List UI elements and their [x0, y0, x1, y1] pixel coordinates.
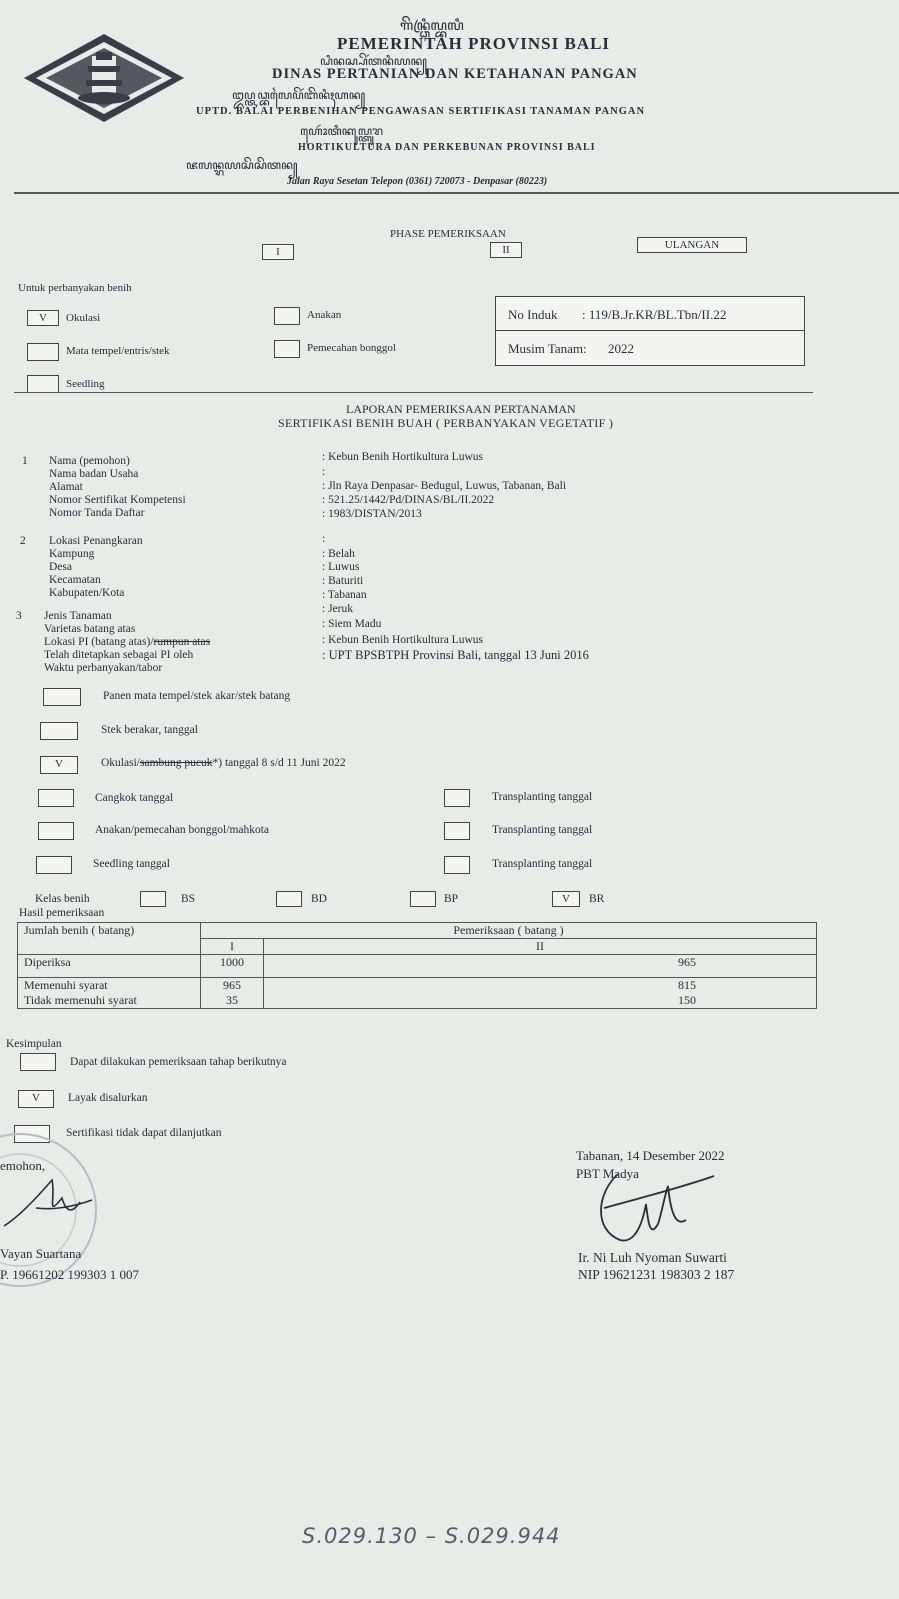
seedling-label: Seedling	[66, 378, 105, 390]
panen-label: Panen mata tempel/stek akar/stek batang	[103, 690, 291, 702]
sertifikat-label: Nomor Sertifikat Kompetensi	[49, 494, 186, 506]
col-phase-1: I	[201, 939, 264, 955]
hasil-table	[17, 922, 817, 1009]
section-3-number: 3	[16, 610, 22, 622]
left-sign-title: emohon,	[0, 1158, 46, 1173]
section-divider	[14, 392, 813, 393]
badan-usaha-value: :	[322, 466, 326, 478]
transplanting-3-label: Transplanting tanggal	[492, 858, 593, 870]
right-place-date: Tabanan, 14 Desember 2022	[576, 1148, 725, 1163]
br-label: BR	[589, 893, 605, 905]
nama-pemohon-label: Nama (pemohon)	[49, 455, 130, 467]
anakan-label: Anakan	[307, 309, 342, 321]
col-pemeriksaan: Pemeriksaan ( batang )	[201, 923, 817, 939]
waktu-perbanyakan-label: Waktu perbanyakan/tabor	[44, 662, 163, 674]
ditetapkan-label: Telah ditetapkan sebagai PI oleh	[44, 649, 194, 661]
okulasi-waktu-date: *) tanggal 8 s/d 11 Juni 2022	[212, 757, 346, 769]
left-signature	[0, 1168, 110, 1238]
header-script-line-4: ꦲꦺꦴꦂꦠꦶꦏꦸꦭ꧀ꦠꦸꦫ	[300, 124, 384, 138]
alamat-label: Alamat	[49, 481, 83, 493]
transplanting-1-label: Transplanting tanggal	[492, 791, 593, 803]
varietas-value: : Siem Madu	[322, 618, 382, 630]
ulangan-box: ULANGAN	[637, 237, 747, 253]
row-value-1: 1000	[201, 955, 264, 978]
table-row	[18, 978, 817, 994]
transplanting-3-checkbox	[444, 856, 470, 874]
okulasi-waktu-checkbox: V	[40, 756, 78, 774]
header-address: Jalan Raya Sesetan Telepon (0361) 720073 - Denpasar (80223)	[287, 176, 548, 187]
left-sign-name: Vayan Suartana	[0, 1246, 82, 1261]
seedling-waktu-checkbox	[36, 856, 72, 874]
right-sign-title: PBT Madya	[576, 1166, 639, 1181]
bd-checkbox	[276, 891, 302, 907]
varietas-label: Varietas batang atas	[44, 623, 136, 635]
kelas-benih-label: Kelas benih	[35, 893, 90, 905]
perbanyakan-label: Untuk perbanyakan benih	[18, 282, 132, 294]
seedling-checkbox	[27, 375, 59, 393]
stek-label: Stek berakar, tanggal	[101, 724, 198, 736]
okulasi-waktu-label	[101, 757, 346, 769]
report-title-2: SERTIFIKASI BENIH BUAH ( PERBANYAKAN VEGETATIF )	[278, 416, 614, 430]
kecamatan-label: Kecamatan	[49, 574, 101, 586]
kabupaten-label: Kabupaten/Kota	[49, 587, 125, 599]
badan-usaha-label: Nama badan Usaha	[49, 468, 139, 480]
kesimpulan-opt3-label: Sertifikasi tidak dapat dilanjutkan	[66, 1127, 222, 1139]
kecamatan-value: : Baturiti	[322, 575, 364, 587]
musim-label: Musim Tanam:	[508, 341, 587, 356]
alamat-value: : Jln Raya Denpasar- Bedugul, Luwus, Tabanan, Bali	[322, 480, 567, 492]
anakan-waktu-label: Anakan/pemecahan bonggol/mahkota	[95, 824, 270, 836]
okulasi-waktu-strike: sambung pucuk	[139, 757, 213, 769]
bs-label: BS	[181, 893, 196, 905]
header-script-line-1: ꦒꦼꦤ꧀ꦣꦿꦶꦭ꧀ꦧꦭꦶ	[400, 18, 464, 34]
hasil-label: Hasil pemeriksaan	[19, 907, 105, 919]
no-induk-label: No Induk	[508, 307, 558, 322]
lokasi-pi-value: : Kebun Benih Hortikultura Luwus	[322, 634, 483, 646]
table-row	[18, 993, 817, 1009]
bs-checkbox	[140, 891, 166, 907]
kesimpulan-opt1-checkbox	[20, 1053, 56, 1071]
nama-pemohon-value: : Kebun Benih Hortikultura Luwus	[322, 451, 483, 463]
cangkok-label: Cangkok tanggal	[95, 792, 174, 804]
header-government: PEMERINTAH PROVINSI BALI	[337, 34, 611, 53]
header-script-line-2: ꦝꦶꦤꦱ꧀ꦥꦼꦂꦠꦤꦶꦪꦤ꧀	[320, 54, 427, 68]
transplanting-1-checkbox	[444, 789, 470, 807]
seedling-waktu-label: Seedling tanggal	[93, 858, 170, 870]
phase-2-box: II	[490, 242, 522, 258]
bali-emblem-logo	[22, 32, 186, 124]
right-sign-nip: NIP 19621231 198303 2 187	[578, 1267, 735, 1282]
header-script-line-3: ꦈꦥ꧀ꦠꦣ꧀ꦧꦭꦻꦥꦼꦂꦧꦼꦤꦶꦃꦲꦤ꧀	[232, 88, 366, 102]
header-divider	[14, 192, 899, 194]
lokasi-pi-label	[44, 636, 210, 648]
jenis-tanaman-value: : Jeruk	[322, 603, 353, 615]
info-box	[495, 296, 805, 366]
panen-checkbox	[43, 688, 81, 706]
kesimpulan-opt2-checkbox: V	[18, 1090, 54, 1108]
col-phase-2: II	[263, 939, 816, 955]
kesimpulan-opt1-label: Dapat dilakukan pemeriksaan tahap berikutnya	[70, 1056, 287, 1068]
kabupaten-value: : Tabanan	[322, 589, 367, 601]
kampung-label: Kampung	[49, 548, 95, 560]
no-induk-value: : 119/B.Jr.KR/BL.Tbn/II.22	[582, 307, 727, 322]
right-signature	[590, 1168, 720, 1254]
tanda-daftar-value: : 1983/DISTAN/2013	[322, 508, 422, 520]
anakan-checkbox	[274, 307, 300, 325]
tanda-daftar-label: Nomor Tanda Daftar	[49, 507, 145, 519]
row-value-2: 815	[263, 978, 816, 994]
bp-checkbox	[410, 891, 436, 907]
row-value-1: 35	[201, 993, 264, 1009]
table-row	[18, 955, 817, 978]
musim-value: 2022	[608, 341, 634, 356]
ditetapkan-value: : UPT BPSBTPH Provinsi Bali, tanggal 13 Juni 2016	[322, 648, 589, 662]
section-1-number: 1	[22, 455, 28, 467]
row-value-2: 150	[263, 993, 816, 1009]
desa-value: : Luwus	[322, 561, 360, 573]
handwritten-note: S.029.130 – S.029.944	[302, 1524, 561, 1548]
desa-label: Desa	[49, 561, 72, 573]
anakan-waktu-checkbox	[38, 822, 74, 840]
pemecahan-label: Pemecahan bonggol	[307, 342, 396, 354]
bp-label: BP	[444, 893, 459, 905]
transplanting-2-label: Transplanting tanggal	[492, 824, 593, 836]
okulasi-checkbox: V	[27, 310, 59, 326]
pemecahan-checkbox	[274, 340, 300, 358]
kesimpulan-label: Kesimpulan	[6, 1038, 62, 1050]
row-label: Memenuhi syarat	[18, 978, 201, 994]
lokasi-pi-label-strike: rumpun atas	[153, 636, 211, 648]
section-2-number: 2	[20, 535, 26, 547]
right-sign-name: Ir. Ni Luh Nyoman Suwarti	[578, 1250, 727, 1265]
bd-label: BD	[311, 893, 327, 905]
br-checkbox: V	[552, 891, 580, 907]
stek-checkbox	[40, 722, 78, 740]
col-jumlah-benih: Jumlah benih ( batang)	[18, 923, 201, 955]
transplanting-2-checkbox	[444, 822, 470, 840]
lokasi-penangkaran-value: :	[322, 533, 326, 545]
cangkok-checkbox	[38, 789, 74, 807]
phase-1-box: I	[262, 244, 294, 260]
header-uptd: UPTD. BALAI PERBENIHAN PENGAWASAN SERTIFIKASI TANAMAN PANGAN	[196, 106, 646, 117]
header-hortikultura: HORTIKULTURA DAN PERKEBUNAN PROVINSI BALI	[298, 142, 596, 153]
sertifikat-value: : 521.25/1442/Pd/DINAS/BL/II.2022	[322, 494, 495, 506]
row-label: Tidak memenuhi syarat	[18, 993, 201, 1009]
left-sign-nip: P. 19661202 199303 1 007	[0, 1267, 140, 1282]
header-script-line-5: ꦗꦭꦤ꧀ꦫꦪꦱꦼꦱꦼꦠꦤ꧀	[186, 158, 298, 172]
mata-tempel-label: Mata tempel/entris/stek	[66, 345, 170, 357]
kesimpulan-opt2-label: Layak disalurkan	[68, 1092, 148, 1104]
report-title-1: LAPORAN PEMERIKSAAN PERTANAMAN	[346, 402, 576, 416]
jenis-tanaman-label: Jenis Tanaman	[44, 610, 112, 622]
okulasi-waktu-text: Okulasi/	[101, 757, 140, 769]
lokasi-penangkaran-label: Lokasi Penangkaran	[49, 535, 143, 547]
table-header-row	[18, 923, 817, 939]
row-label: Diperiksa	[18, 955, 201, 978]
header-dinas: DINAS PERTANIAN DAN KETAHANAN PANGAN	[272, 66, 638, 82]
row-value-2: 965	[263, 955, 816, 978]
mata-tempel-checkbox	[27, 343, 59, 361]
phase-title: PHASE PEMERIKSAAN	[390, 228, 506, 240]
lokasi-pi-label-text: Lokasi PI (batang atas)/	[44, 636, 154, 648]
okulasi-label: Okulasi	[66, 312, 101, 324]
row-value-1: 965	[201, 978, 264, 994]
kampung-value: : Belah	[322, 548, 355, 560]
